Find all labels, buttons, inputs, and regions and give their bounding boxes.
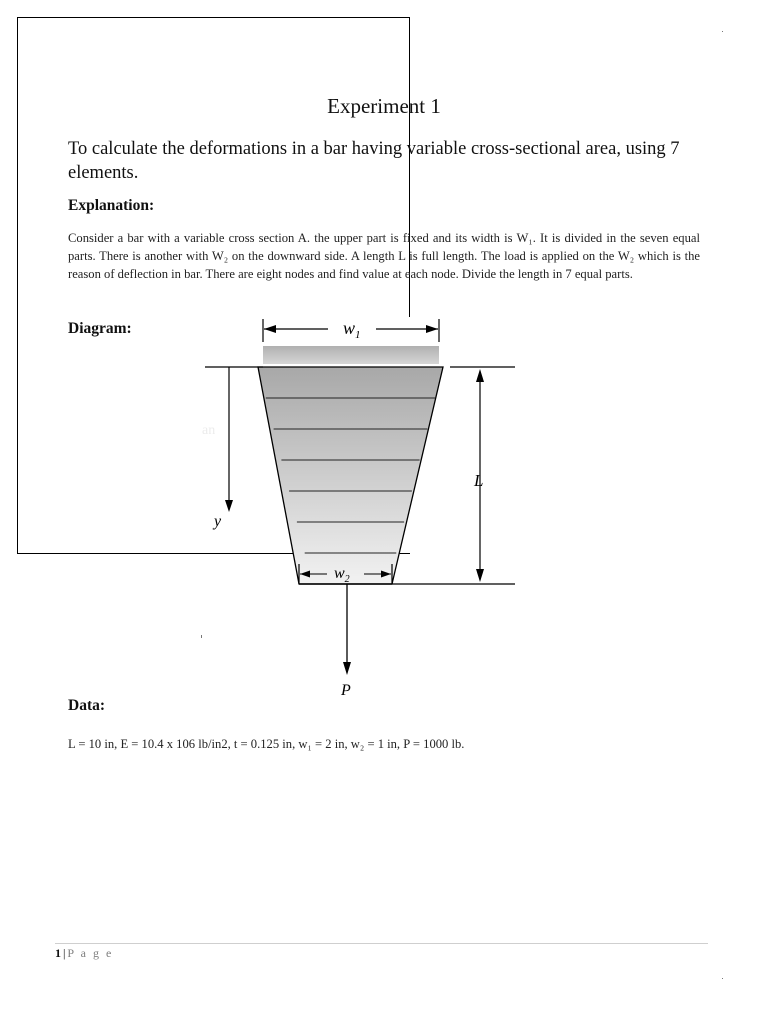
length-label: L xyxy=(474,471,484,490)
footer-separator: | xyxy=(63,946,66,960)
tapered-bar-diagram xyxy=(200,312,530,707)
load-label: P xyxy=(341,682,351,699)
faint-mark: an xyxy=(202,423,216,438)
fixed-support xyxy=(263,346,439,364)
stray-mark xyxy=(201,635,202,638)
data-values: L = 10 in, E = 10.4 x 106 lb/in2, t = 0.125 in, w₁ = 2 in, w₂ = 1 in, P = 1000 lb. xyxy=(68,737,465,751)
corner-mark xyxy=(722,978,723,979)
w2-label: $w_2$ xyxy=(334,565,350,585)
page-footer xyxy=(55,946,113,961)
page-number: 1 xyxy=(55,946,61,960)
load-arrow xyxy=(340,584,351,699)
aim-statement: To calculate the deformations in a bar having variable cross-sectional area, using 7 elements. xyxy=(68,139,680,183)
w1-label: $w_1$ xyxy=(343,318,361,341)
y-axis xyxy=(212,367,233,530)
footer-rule xyxy=(55,943,708,944)
footer-page-word: P a g e xyxy=(67,946,114,960)
explanation-text: Consider a bar with a variable cross section A. the upper part is fixed and its width is W₁. It is divided in the seven equal parts. There is another with W₂ on the downward side. A length L is full length. The load is applied on the W₂ which is the reason of deflection in bar. There are eight nodes and find value at each node. Divide the length in 7 equal parts. xyxy=(68,231,700,281)
y-label: y xyxy=(214,513,222,530)
w1-dimension xyxy=(263,318,439,342)
length-dimension xyxy=(473,369,484,582)
diagram-heading: Diagram: xyxy=(68,320,132,337)
corner-mark xyxy=(722,31,723,32)
page-title: Experiment 1 xyxy=(327,94,441,118)
tapered-bar xyxy=(258,367,443,584)
explanation-heading: Explanation: xyxy=(68,197,155,214)
data-heading: Data: xyxy=(68,697,106,714)
